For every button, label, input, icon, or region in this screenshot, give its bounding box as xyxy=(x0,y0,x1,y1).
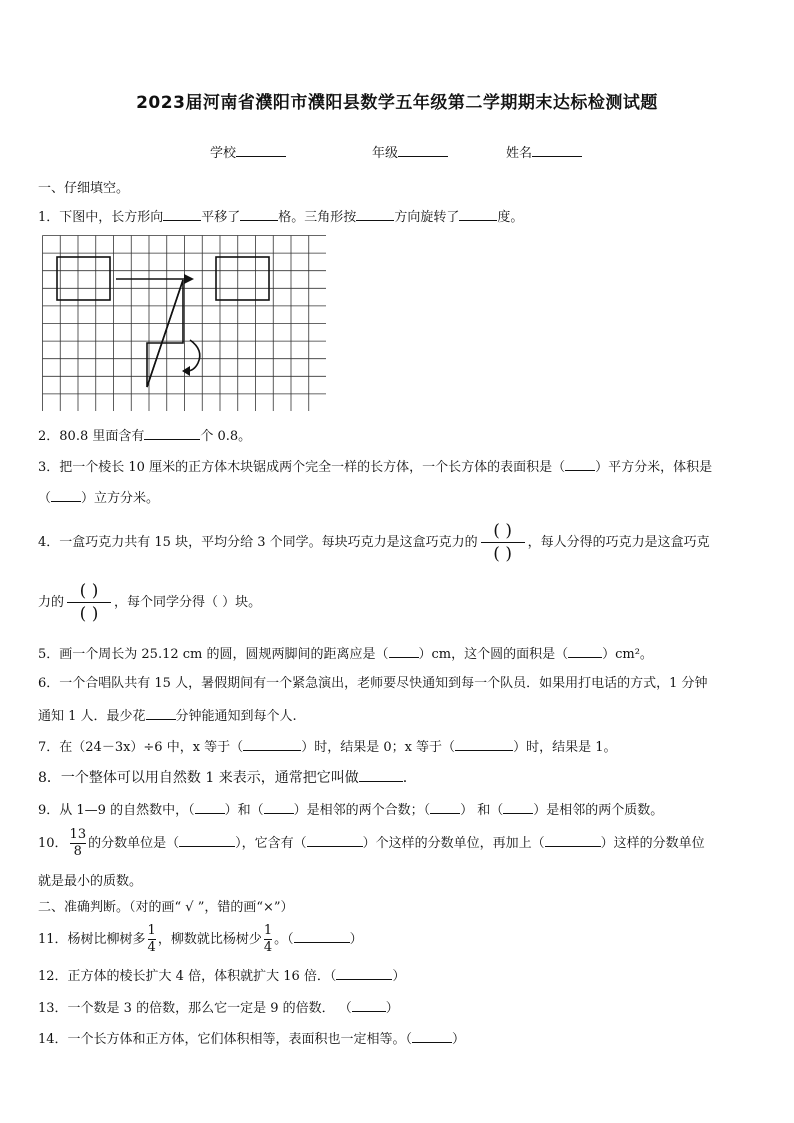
q1-blank-3[interactable] xyxy=(356,208,394,221)
question-3-line-1 xyxy=(38,458,712,476)
q9-text-d: ） 和（ xyxy=(460,803,504,818)
q12-text-a: 12．正方体的棱长扩大 4 倍，体积就扩大 16 倍．（ xyxy=(38,969,337,984)
q9-text-b: ）和（ xyxy=(224,803,264,818)
question-7 xyxy=(38,738,616,756)
q4-fraction-2[interactable] xyxy=(67,582,111,623)
q10-blank-1[interactable] xyxy=(179,834,235,847)
q4-frac2-den: ( ) xyxy=(79,604,99,624)
q6-text-c: 分钟能通知到每个人. xyxy=(175,709,297,724)
q4-fraction-1[interactable] xyxy=(481,522,525,563)
q14-blank[interactable] xyxy=(412,1030,452,1043)
question-11 xyxy=(38,922,363,958)
q9-blank-3[interactable] xyxy=(430,801,460,814)
q13-text-a: 13．一个数是 3 的倍数，那么它一定是 9 的倍数． （ xyxy=(38,1001,352,1016)
q11-text-d: ） xyxy=(349,932,363,947)
q13-blank[interactable] xyxy=(352,999,386,1012)
translation-arrowhead xyxy=(184,274,194,284)
q1-text-e: 度。 xyxy=(497,210,524,225)
q3-blank-2[interactable] xyxy=(51,489,81,502)
q8-text-b: . xyxy=(402,770,408,786)
q5-blank-1[interactable] xyxy=(389,645,419,658)
q2-blank[interactable] xyxy=(144,427,200,440)
q1-blank-2[interactable] xyxy=(240,208,278,221)
q1-text-a: 1．下图中，长方形向 xyxy=(38,210,164,225)
q4-text-d: ，每个同学分得（ ）块。 xyxy=(114,595,262,610)
q3-blank-1[interactable] xyxy=(565,458,595,471)
q8-blank[interactable] xyxy=(359,769,403,782)
q5-blank-2[interactable] xyxy=(568,645,602,658)
q3-text-a: 3．把一个棱长 10 厘米的正方体木块锯成两个完全一样的长方体，一个长方体的表面积是（ xyxy=(38,460,566,475)
q11-frac1-den: 4 xyxy=(147,940,156,955)
q11-frac2-num: 1 xyxy=(263,923,273,938)
question-10-line-1 xyxy=(38,826,705,862)
q4-text-b: ，每人分得的巧克力是这盒巧克 xyxy=(527,535,710,550)
question-1 xyxy=(38,208,523,226)
question-10-line-2: 就是最小的质数。 xyxy=(38,874,143,889)
q9-blank-1[interactable] xyxy=(195,801,225,814)
q10-text-e: ）这样的分数单位 xyxy=(600,836,705,851)
q1-blank-4[interactable] xyxy=(459,208,497,221)
rotation-arrow xyxy=(187,340,200,371)
q12-text-b: ） xyxy=(392,969,406,984)
question-6-line-1: 6．一个合唱队共有 15 人，暑假期间有一个紧急演出，老师要尽快通知到每一个队员．如果用打电话的方式，1 分钟 xyxy=(38,676,708,691)
q8-text-a: 8．一个整体可以用自然数 1 来表示，通常把它叫做 xyxy=(38,770,359,786)
rotation-arrowhead xyxy=(182,366,190,376)
q2-text-a: 2．80.8 里面含有 xyxy=(38,429,145,444)
q7-text-b: ）时，结果是 0；x 等于（ xyxy=(301,740,456,755)
question-3-line-2 xyxy=(38,489,159,507)
q9-text-a: 9．从 1—9 的自然数中，（ xyxy=(38,803,195,818)
q10-blank-2[interactable] xyxy=(307,834,363,847)
question-4-line-2 xyxy=(38,580,261,626)
original-rectangle xyxy=(57,257,110,300)
name-field xyxy=(506,142,582,161)
page-title: 2023届河南省濮阳市濮阳县数学五年级第二学期期末达标检测试题 xyxy=(136,93,658,113)
q3-text-c: （ xyxy=(38,491,52,506)
name-blank[interactable] xyxy=(532,144,582,157)
triangle-hypotenuse xyxy=(147,280,183,387)
q4-text-a: 4．一盒巧克力共有 15 块，平均分给 3 个同学。每块巧克力是这盒巧克力的 xyxy=(38,535,478,550)
q5-text-a: 5．画一个周长为 25.12 cm 的圆，圆规两脚间的距离应是（ xyxy=(38,647,389,662)
q3-text-b: ）平方分米，体积是 xyxy=(595,460,713,475)
q4-frac1-den: ( ) xyxy=(493,544,512,564)
grade-blank[interactable] xyxy=(398,144,448,157)
question-12 xyxy=(38,967,405,985)
question-13 xyxy=(38,999,399,1017)
grid-lines xyxy=(43,236,327,412)
q10-blank-3[interactable] xyxy=(545,834,601,847)
q9-blank-2[interactable] xyxy=(264,801,294,814)
q11-text-a: 11．杨树比柳树多 xyxy=(38,932,146,947)
q10-text-a: 10． xyxy=(38,836,68,851)
q10-numerator: 13 xyxy=(69,827,87,842)
q6-blank[interactable] xyxy=(146,707,176,720)
grade-label: 年级 xyxy=(372,146,399,161)
q2-text-b: 个 0.8。 xyxy=(200,429,252,444)
q11-text-b: ，柳数就比杨树少 xyxy=(157,932,262,947)
q10-denominator: 8 xyxy=(73,844,82,859)
name-label: 姓名 xyxy=(506,146,533,161)
q1-blank-1[interactable] xyxy=(163,208,201,221)
q6-text-b: 通知 1 人．最少花 xyxy=(38,709,146,724)
q10-text-d: ）个这样的分数单位，再加上（ xyxy=(362,836,545,851)
school-blank[interactable] xyxy=(236,144,286,157)
question-5 xyxy=(38,645,653,663)
q12-blank[interactable] xyxy=(336,967,392,980)
q4-text-c: 力的 xyxy=(38,595,65,610)
q1-text-d: 方向旋转了 xyxy=(394,210,460,225)
grade-field xyxy=(372,142,448,161)
q10-fraction xyxy=(70,828,87,859)
q4-frac1-num: ( ) xyxy=(493,521,512,541)
question-4-line-1 xyxy=(38,520,710,566)
q11-fraction-2 xyxy=(264,924,272,955)
q3-text-d: ）立方分米。 xyxy=(81,491,160,506)
q14-text-a: 14．一个长方体和正方体，它们体积相等，表面积也一定相等。（ xyxy=(38,1032,413,1047)
q7-text-a: 7．在（24－3x）÷6 中，x 等于（ xyxy=(38,740,244,755)
q1-text-c: 格。三角形按 xyxy=(278,210,357,225)
question-14 xyxy=(38,1030,465,1048)
q11-blank[interactable] xyxy=(294,930,350,943)
section-2-heading: 二、准确判断。（对的画“ √ ”，错的画“×”） xyxy=(38,900,294,915)
q9-blank-4[interactable] xyxy=(503,801,533,814)
q1-text-b: 平移了 xyxy=(201,210,241,225)
transformation-grid-figure xyxy=(42,235,326,411)
question-8 xyxy=(38,769,407,786)
question-2 xyxy=(38,427,251,445)
q11-frac1-num: 1 xyxy=(147,923,156,938)
q11-text-c: 。（ xyxy=(274,932,294,947)
q14-text-b: ） xyxy=(452,1032,466,1047)
translated-rectangle xyxy=(216,257,269,300)
q7-text-c: ）时，结果是 1。 xyxy=(513,740,617,755)
q5-text-b: ）cm，这个圆的面积是（ xyxy=(418,647,569,662)
q5-text-c: ）cm²。 xyxy=(602,647,653,662)
q7-blank-2[interactable] xyxy=(455,738,513,751)
q10-text-c: ），它含有（ xyxy=(235,836,307,851)
question-6-line-2 xyxy=(38,707,297,725)
section-1-heading: 一、仔细填空。 xyxy=(38,181,130,196)
school-label: 学校 xyxy=(210,146,237,161)
q11-fraction-1 xyxy=(148,924,156,955)
q9-text-c: ）是相邻的两个合数；（ xyxy=(293,803,431,818)
q13-text-b: ） xyxy=(385,1001,399,1016)
question-9 xyxy=(38,801,663,819)
q9-text-e: ）是相邻的两个质数。 xyxy=(533,803,664,818)
school-field xyxy=(210,142,286,161)
q11-frac2-den: 4 xyxy=(263,940,273,955)
q10-text-b: 的分数单位是（ xyxy=(88,836,180,851)
q4-frac2-num: ( ) xyxy=(79,581,99,601)
q7-blank-1[interactable] xyxy=(243,738,301,751)
